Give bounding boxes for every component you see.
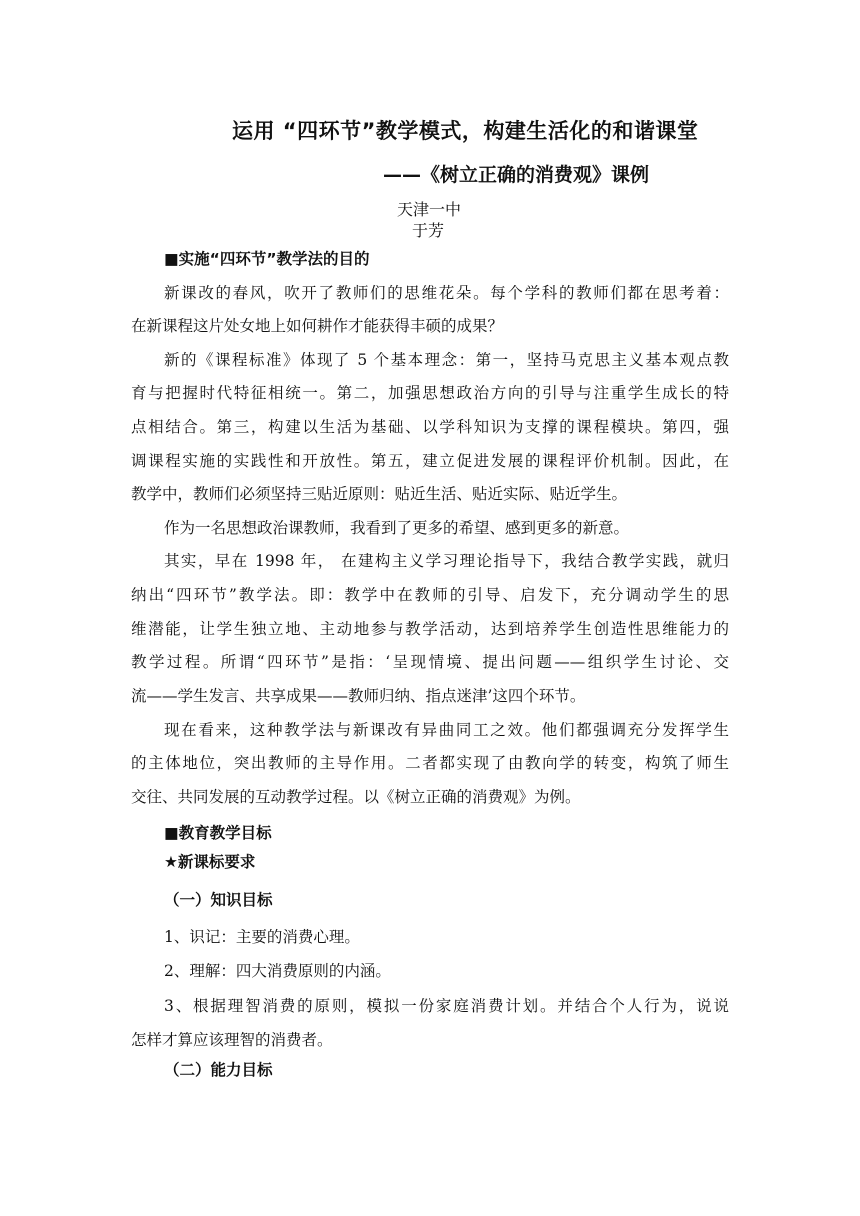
knowledge-item-continued: 怎样才算应该理智的消费者。 — [131, 1031, 333, 1049]
paragraph-line: 育与把握时代特征相统一。第二，加强思想政治方向的引导与注重学生成长的特 — [131, 384, 729, 402]
paragraph-line: 新课改的春风，吹开了教师们的思维花朵。每个学科的教师们都在思考着： — [164, 284, 729, 302]
paragraph-line: 维潜能，让学生独立地、主动地参与教学活动，达到培养学生创造性思维能力的 — [131, 620, 729, 638]
knowledge-item: 3、根据理智消费的原则，模拟一份家庭消费计划。并结合个人行为，说说 — [164, 997, 729, 1015]
section-heading-purpose: ■实施“四环节”教学法的目的 — [164, 250, 370, 268]
knowledge-goals-heading: （一）知识目标 — [164, 891, 273, 909]
paragraph-line: 点相结合。第三，构建以生活为基础、以学科知识为支撑的课程模块。第四，强 — [131, 418, 729, 436]
paragraph-line: 新的《课程标准》体现了 5 个基本理念：第一，坚持马克思主义基本观点教 — [164, 351, 729, 369]
paragraph-line: 教学过程。所谓“四环节”是指：‘呈现情境、提出问题——组织学生讨论、交 — [131, 653, 729, 671]
doc-title: 运用 “四环节”教学模式，构建生活化的和谐课堂 — [232, 119, 699, 143]
knowledge-item: 2、理解：四大消费原则的内涵。 — [164, 962, 391, 980]
author-name: 于芳 — [412, 221, 445, 240]
paragraph-line: 现在看来，这种教学法与新课改有异曲同工之效。他们都强调充分发挥学生 — [164, 721, 729, 739]
paragraph-line: 流——学生发言、共享成果——教师归纳、指点迷津’这四个环节。 — [131, 687, 586, 705]
paragraph-line: 交往、共同发展的互动教学过程。以《树立正确的消费观》为例。 — [131, 788, 581, 806]
doc-subtitle: ——《树立正确的消费观》课例 — [383, 164, 650, 186]
paragraph-line: 教学中，教师们必须坚持三贴近原则：贴近生活、贴近实际、贴近学生。 — [131, 485, 628, 503]
school-name: 天津一中 — [397, 200, 462, 219]
paragraph-line: 调课程实施的实践性和开放性。第五，建立促进发展的课程评价机制。因此，在 — [131, 452, 729, 470]
paragraph-line: 其实，早在 1998 年， 在建构主义学习理论指导下，我结合教学实践，就归 — [164, 552, 729, 570]
subsection-heading-standards: ★新课标要求 — [164, 853, 256, 871]
paragraph-line: 纳出“四环节”教学法。即：教学中在教师的引导、启发下，充分调动学生的思 — [131, 586, 729, 604]
paragraph-line: 的主体地位，突出教师的主导作用。二者都实现了由教向学的转变，构筑了师生 — [131, 754, 729, 772]
knowledge-item: 1、识记：主要的消费心理。 — [164, 928, 360, 946]
ability-goals-heading: （二）能力目标 — [164, 1061, 273, 1079]
paragraph-line: 在新课程这片处女地上如何耕作才能获得丰硕的成果？ — [131, 317, 504, 335]
paragraph-line: 作为一名思想政治课教师，我看到了更多的希望、感到更多的新意。 — [164, 519, 630, 537]
section-heading-goals: ■教育教学目标 — [164, 824, 272, 842]
